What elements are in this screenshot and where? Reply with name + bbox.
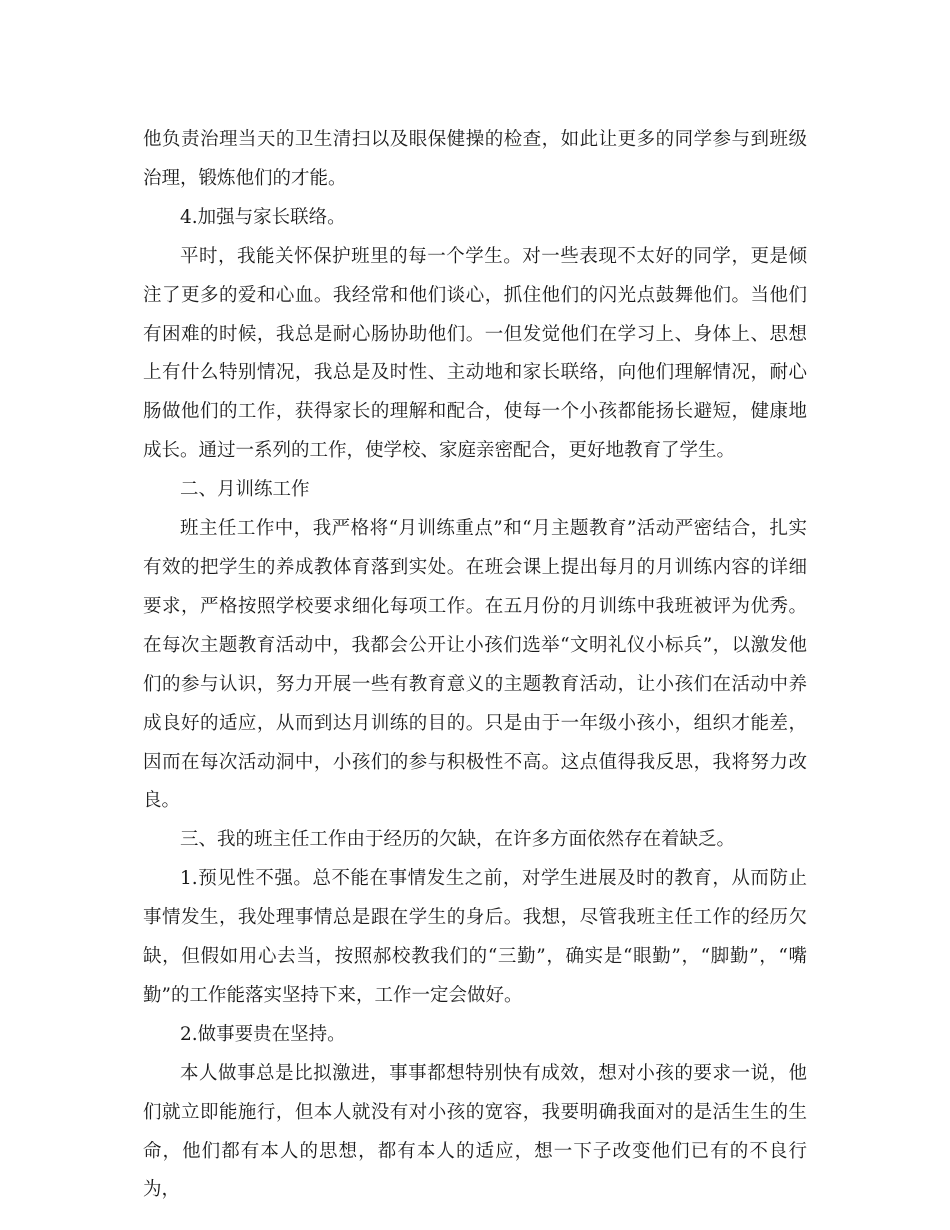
paragraph-heading-4: 4.加强与家长联络。 bbox=[180, 206, 346, 228]
section-heading-3: 三、我的班主任工作由于经历的欠缺，在许多方面依然存在着缺乏。 bbox=[180, 829, 736, 851]
paragraph-item-1: 1.预见性不强。总不能在事情发生之前，对学生进展及时的教育，从而防止事情发生，我处理事情总是跟在学生的身后。我想，尽管我班主任工作的经历欠缺，但假如用心去当，按照郝校教我们的“三勤”，确实是“眼勤”，“脚勤”，“嘴勤”的工作能落实坚持下来，工作一定会做好。 bbox=[143, 868, 807, 1006]
paragraph-continued: 他负责治理当天的卫生清扫以及眼保健操的检查，如此让更多的同学参与到班级治理，锻炼他们的才能。 bbox=[143, 129, 807, 189]
document-body bbox=[143, 121, 807, 1210]
paragraph: 平时，我能关怀保护班里的每一个学生。对一些表现不太好的同学，更是倾注了更多的爱和心血。我经常和他们谈心，抓住他们的闪光点鼓舞他们。当他们有困难的时候，我总是耐心肠协助他们。一但发觉他们在学习上、身体上、思想上有什么特别情况，我总是及时性、主动地和家长联络，向他们理解情况，耐心肠做他们的工作，获得家长的理解和配合，使每一个小孩都能扬长避短，健康地成长。通过一系列的工作，使学校、家庭亲密配合，更好地教育了学生。 bbox=[143, 245, 807, 462]
paragraph: 班主任工作中，我严格将“月训练重点”和“月主题教育”活动严密结合，扎实有效的把学生的养成教体育落到实处。在班会课上提出每月的月训练内容的详细要求，严格按照学校要求细化每项工作。在五月份的月训练中我班被评为优秀。在每次主题教育活动中，我都会公开让小孩们选举“文明礼仪小标兵”，以激发他们的参与认识，努力开展一些有教育意义的主题教育活动，让小孩们在活动中养成良好的适应，从而到达月训练的目的。只是由于一年级小孩小，组织才能差，因而在每次活动洞中，小孩们的参与积极性不高。这点值得我反思，我将努力改良。 bbox=[143, 518, 807, 812]
paragraph: 本人做事总是比拟激进，事事都想特别快有成效，想对小孩的要求一说，他们就立即能施行，但本人就没有对小孩的宽容，我要明确我面对的是活生生的生命，他们都有本人的思想，都有本人的适应，想一下子改变他们已有的不良行为， bbox=[143, 1062, 807, 1201]
section-heading-2: 二、月训练工作 bbox=[180, 479, 310, 501]
paragraph-heading-item-2: 2.做事要贵在坚持。 bbox=[180, 1023, 346, 1045]
